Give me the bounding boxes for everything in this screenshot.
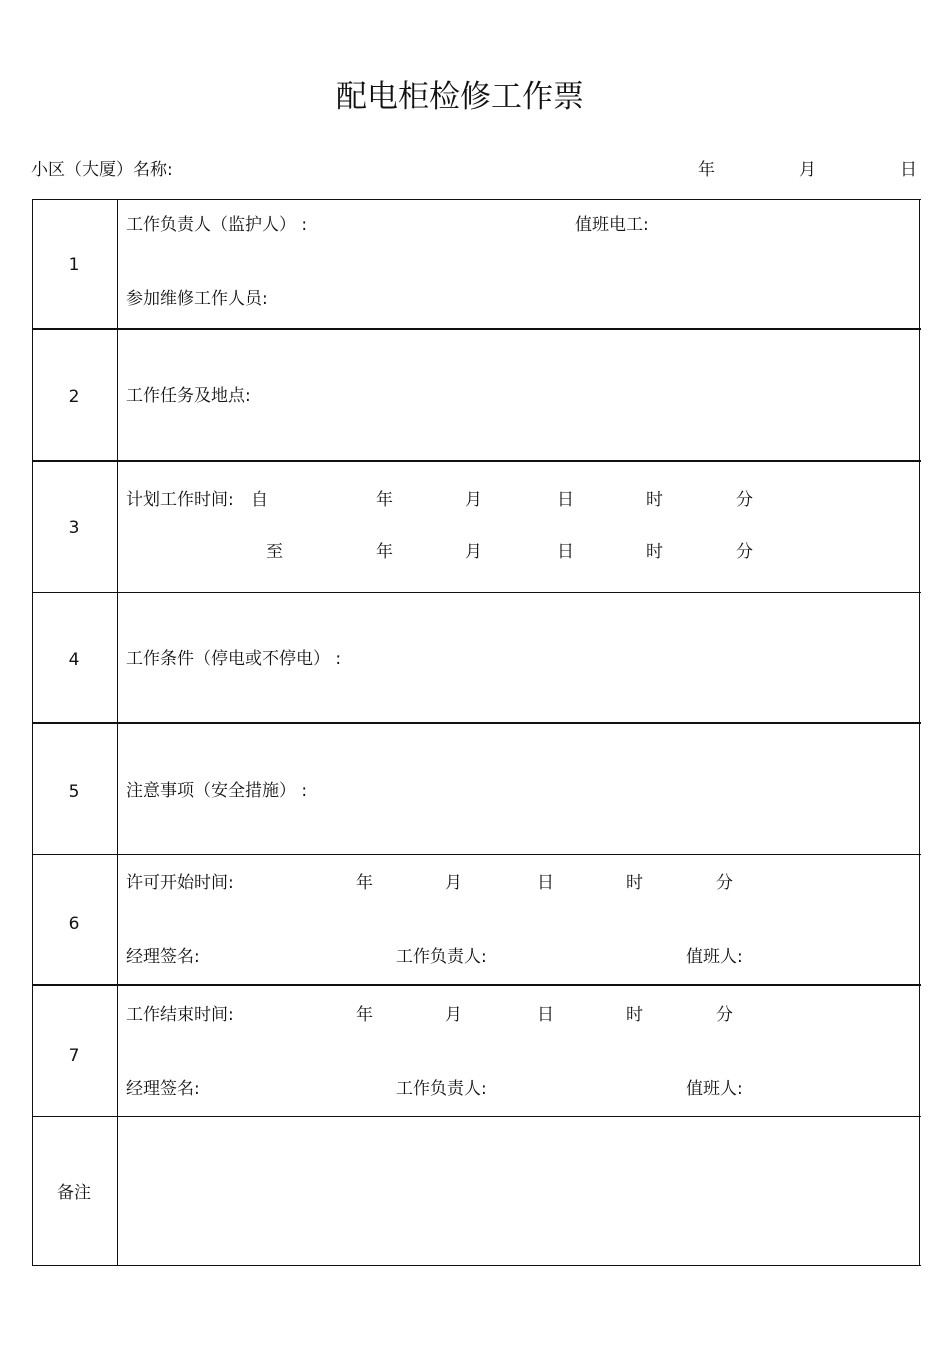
to-month-label: 月	[465, 542, 482, 562]
permit-month-label: 月	[445, 873, 462, 893]
header-year-label: 年	[698, 160, 715, 180]
duty-electrician-label: 值班电工:	[575, 215, 649, 235]
row-number-2: 2	[68, 387, 80, 407]
from-day-label: 日	[557, 490, 574, 510]
end-work-responsible-label: 工作负责人:	[396, 1079, 487, 1099]
end-month-label: 月	[445, 1005, 462, 1025]
header-month-label: 月	[799, 160, 816, 180]
row-number-3: 3	[68, 518, 80, 538]
row-number-7: 7	[68, 1046, 80, 1066]
row-divider-2	[32, 460, 921, 462]
end-day-label: 日	[537, 1005, 554, 1025]
row-divider-4	[32, 722, 921, 724]
to-year-label: 年	[376, 542, 393, 562]
duty-person-label: 值班人:	[686, 947, 743, 967]
column-divider	[117, 199, 118, 1266]
permit-day-label: 日	[537, 873, 554, 893]
permit-start-label: 许可开始时间:	[126, 873, 234, 893]
end-duty-person-label: 值班人:	[686, 1079, 743, 1099]
end-year-label: 年	[356, 1005, 373, 1025]
table-right-border	[919, 199, 920, 1266]
task-location-label: 工作任务及地点:	[126, 386, 251, 406]
to-day-label: 日	[557, 542, 574, 562]
remarks-label: 备注	[57, 1183, 91, 1203]
end-manager-signature-label: 经理签名:	[126, 1079, 200, 1099]
to-minute-label: 分	[736, 542, 753, 562]
from-label: 自	[251, 490, 268, 510]
work-condition-label: 工作条件（停电或不停电） :	[126, 649, 342, 669]
end-hour-label: 时	[626, 1005, 643, 1025]
page-title: 配电柜检修工作票	[336, 79, 584, 115]
permit-hour-label: 时	[626, 873, 643, 893]
row-number-5: 5	[68, 782, 80, 802]
permit-year-label: 年	[356, 873, 373, 893]
row-number-1: 1	[68, 255, 80, 275]
maintenance-staff-label: 参加维修工作人员:	[126, 289, 268, 309]
row-divider-6	[32, 984, 921, 986]
community-name-label: 小区（大厦）名称:	[31, 160, 173, 180]
work-end-label: 工作结束时间:	[126, 1005, 234, 1025]
row-number-6: 6	[68, 914, 80, 934]
from-hour-label: 时	[646, 490, 663, 510]
row-divider-7	[32, 1116, 921, 1117]
work-responsible-label: 工作负责人:	[396, 947, 487, 967]
manager-signature-label: 经理签名:	[126, 947, 200, 967]
to-label: 至	[266, 542, 283, 562]
row-divider-1	[32, 328, 921, 330]
table-left-border	[32, 199, 33, 1266]
from-year-label: 年	[376, 490, 393, 510]
planned-time-label: 计划工作时间:	[126, 490, 234, 510]
from-minute-label: 分	[736, 490, 753, 510]
responsible-supervisor-label: 工作负责人（监护人） :	[126, 215, 308, 235]
table-top-border	[32, 199, 921, 200]
row-divider-5	[32, 854, 921, 855]
header-day-label: 日	[900, 160, 917, 180]
to-hour-label: 时	[646, 542, 663, 562]
row-number-4: 4	[68, 650, 80, 670]
end-minute-label: 分	[716, 1005, 733, 1025]
table-bottom-border	[32, 1265, 921, 1266]
safety-notes-label: 注意事项（安全措施） :	[126, 781, 308, 801]
from-month-label: 月	[465, 490, 482, 510]
row-divider-3	[32, 592, 921, 593]
permit-minute-label: 分	[716, 873, 733, 893]
